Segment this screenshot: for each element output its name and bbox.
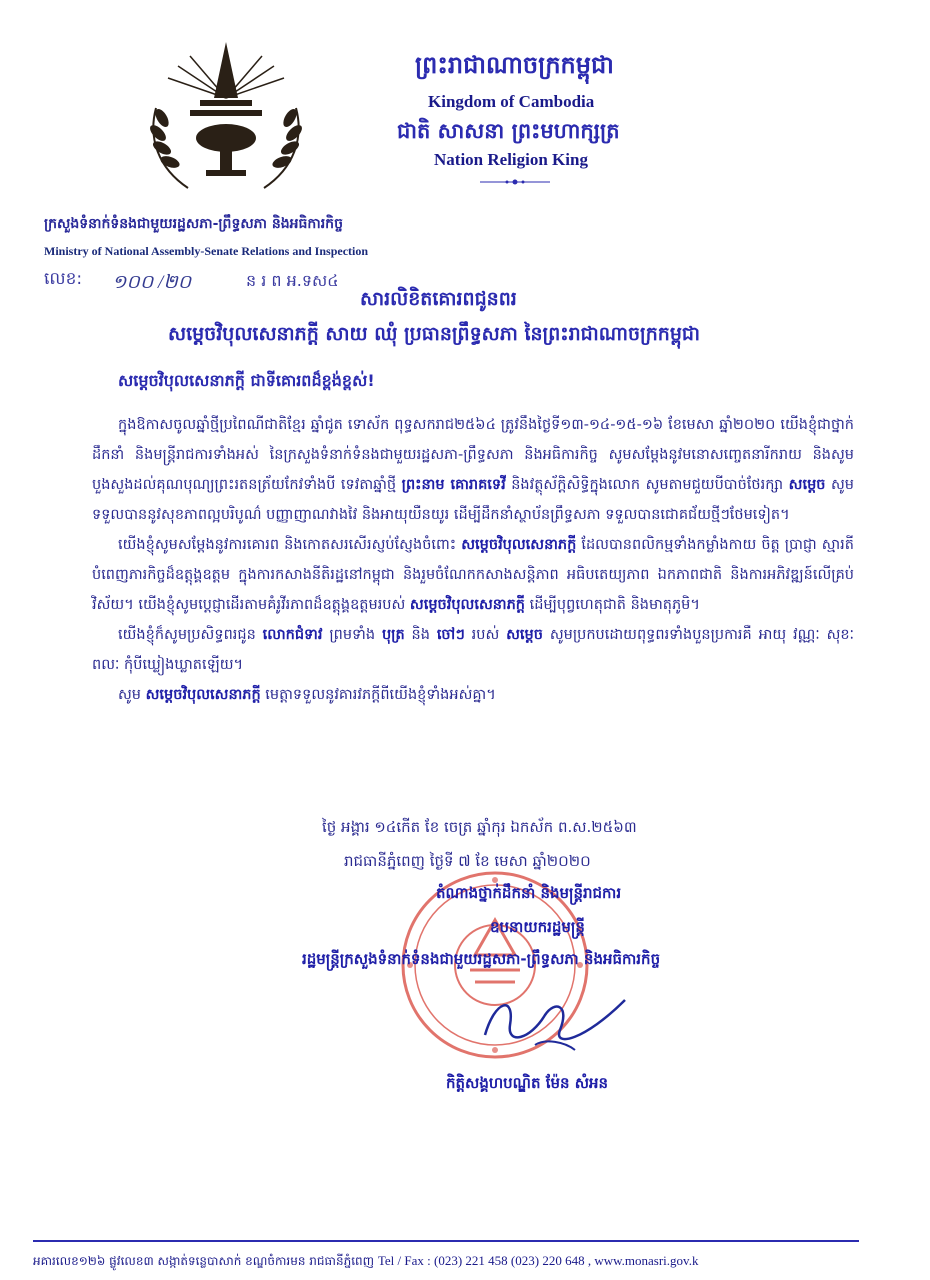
p2-title-2: សម្តេចវិបុលសេនាភក្តី: [409, 597, 525, 613]
p4-text-a: សូម: [118, 687, 142, 703]
lunar-date: ថ្ងៃ អង្គារ ១៤កើត ខែ ចេត្រ ឆ្នាំកុរ ឯកស័ក ព.ស.២៥៦៣: [322, 818, 637, 836]
p3-samdech: សម្តេច: [506, 627, 543, 643]
signer-name: កិត្តិសង្គហបណ្ឌិត ម៉ែន សំអន: [446, 1074, 609, 1092]
paragraph-3: [92, 620, 854, 680]
p3-text-e: និង: [411, 627, 430, 643]
ministry-name-en: Ministry of National Assembly-Senate Relations and Inspection: [44, 244, 369, 258]
p1-text-e: សូមទទួលបាននូវសុខភាពល្អបរិបូណ៌ បញ្ញាញាណវាងវៃ និងអាយុយឺនយូរ ដើម្បីដឹកនាំស្ថាប័នព្រឹទ្ធសភា ទទួលបានជោគជ័យថ្មីៗថែមទៀត។: [92, 477, 854, 523]
p1-text-c: និងវត្ថុស័ក្តិសិទ្ធិក្នុងលោក សូមតាមជួយបីបាច់ថែរក្សា: [511, 477, 784, 493]
paragraph-2: [92, 530, 854, 620]
footer-divider: [33, 1240, 859, 1242]
p3-children: បុត្រ: [381, 627, 405, 643]
solar-date: រាជធានីភ្នំពេញ ថ្ងៃទី ៧ ខែ មេសា ឆ្នាំ២០២០: [344, 852, 591, 870]
p1-text-a: ក្នុងឱកាសចូលឆ្នាំថ្មីប្រពៃណីជាតិខ្មែរ ឆ្នាំជូត ទោស័ក ពុទ្ធសករាជ២៥៦៤ ត្រូវនឹងថ្ងៃទី១៣-១៤-១៥-១៦ ខែមេសា ឆ្នាំ២០២០ យើងខ្ញុំជាថ្នាក់ដឹកនាំ និងមន្ត្រីរាជការទាំងអស់ នៃក្រសួងទំនាក់ទំនងជាមួយរដ្ឋសភា-ព្រឹទ្ធសភា និងអធិការកិច្ច សូមសម្តែងនូវមនោសញ្ចេតនារីករាយ និងសូមបួងសួងដល់គុណបុណ្យព្រះរតនត្រ័យកែវទាំងបី ទេវតាឆ្នាំថ្មី: [92, 417, 854, 493]
footer: [33, 1253, 698, 1271]
paragraph-4: [92, 680, 854, 710]
handwritten-signature: [475, 980, 635, 1060]
salutation: សម្តេចវិបុលសេនាភក្តី ជាទីគោរពដ៏ខ្ពង់ខ្ពស់!: [118, 371, 375, 390]
p3-lok-chumteav: លោកជំទាវ: [262, 627, 323, 643]
ornament-divider: [480, 178, 550, 186]
p1-deity-name: ព្រះនាម គោរាគទេវី: [401, 477, 506, 493]
p4-title: សម្តេចវិបុលសេនាភក្តី: [145, 687, 261, 703]
p3-text-g: របស់: [471, 627, 500, 643]
p3-text-i: សូមប្រកបដោយពុទ្ធពរទាំងបួនប្រការគឺ អាយុ វណ្ណៈ សុខៈ ពលៈ កុំបីឃ្លៀងឃ្លាតឡើយ។: [92, 627, 855, 673]
ministry-emblem: [128, 38, 324, 198]
national-motto-en: Nation Religion King: [434, 150, 588, 169]
p2-text-a: យើងខ្ញុំសូមសម្តែងនូវការគោរព និងកោតសរសើរស្ញប់ស្ញែងចំពោះ: [118, 537, 457, 553]
national-motto-kh: ជាតិ សាសនា ព្រះមហាក្សត្រ: [397, 119, 620, 143]
signatory-representation: តំណាងថ្នាក់ដឹកនាំ និងមន្ត្រីរាជការ: [436, 884, 622, 902]
p2-title: សម្តេចវិបុលសេនាភក្តី: [461, 537, 577, 553]
reference-code: ន រ ព អ.ទស៤: [246, 271, 339, 290]
kingdom-title-en: Kingdom of Cambodia: [428, 92, 595, 111]
p3-text-a: យើងខ្ញុំក៏សូមប្រសិទ្ធពរជូន: [118, 627, 256, 643]
p2-text-c: ដែលបានពលិកម្មទាំងកម្លាំងកាយ ចិត្ត ប្រាជ្ញា ស្មារតី បំពេញភារកិច្ចដ៏ឧត្តុង្គឧត្តម ក្នុងការកសាងនីតិរដ្ឋនៅកម្ពុជា និងរួមចំណែកកសាងសន្តិភាព អធិបតេយ្យភាព ឯកភាពជាតិ និងការអភិវឌ្ឍន៍លើគ្រប់វិស័យ។ យើងខ្ញុំសូមប្តេជ្ញាដើរតាមគំរូវីរភាពដ៏ឧត្តុង្គឧត្តមរបស់: [92, 537, 854, 613]
p4-text-c: មេត្តាទទួលនូវគារវភក្តីពីយើងខ្ញុំទាំងអស់គ្នា។: [265, 687, 496, 703]
reference-number: ១០០ /២០: [112, 272, 192, 293]
signatory-rank: ឧបនាយករដ្ឋមន្ត្រី: [490, 918, 585, 936]
kingdom-title-kh: ព្រះរាជាណាចក្រកម្ពុជា: [415, 51, 614, 79]
p1-samdech: សម្តេច: [788, 477, 826, 493]
p3-text-c: ព្រមទាំង: [329, 627, 376, 643]
ministry-name-kh: ក្រសួងទំនាក់ទំនងជាមួយរដ្ឋសភា-ព្រឹទ្ធសភា និងអធិការកិច្ច: [44, 216, 343, 232]
footer-contact: Tel / Fax : (023) 221 458 (023) 220 648 , www.monasri.gov.k: [377, 1253, 699, 1268]
letter-recipient: សម្តេចវិបុលសេនាភក្តី សាយ ឈុំ ប្រធានព្រឹទ្ធសភា នៃព្រះរាជាណាចក្រកម្ពុជា: [168, 323, 700, 345]
p2-text-e: ដើម្បីបុព្វហេតុជាតិ និងមាតុភូមិ។: [529, 597, 700, 613]
p3-grandchildren: ចៅៗ: [436, 627, 465, 643]
signatory-position: រដ្ឋមន្ត្រីក្រសួងទំនាក់ទំនងជាមួយរដ្ឋសភា-ព្រឹទ្ធសភា និងអធិការកិច្ច: [302, 950, 661, 968]
footer-address: អគារលេខ១២៦ ផ្លូវលេខ៣ សង្កាត់ទន្លេបាសាក់ ខណ្ឌចំការមន រាជធានីភ្នំពេញ: [33, 1254, 375, 1268]
letter-title: សារលិខិតគោរពជូនពរ: [360, 288, 517, 310]
paragraph-1: [92, 410, 854, 530]
reference-label: លេខ:: [44, 269, 83, 289]
letter-body: [92, 410, 854, 710]
